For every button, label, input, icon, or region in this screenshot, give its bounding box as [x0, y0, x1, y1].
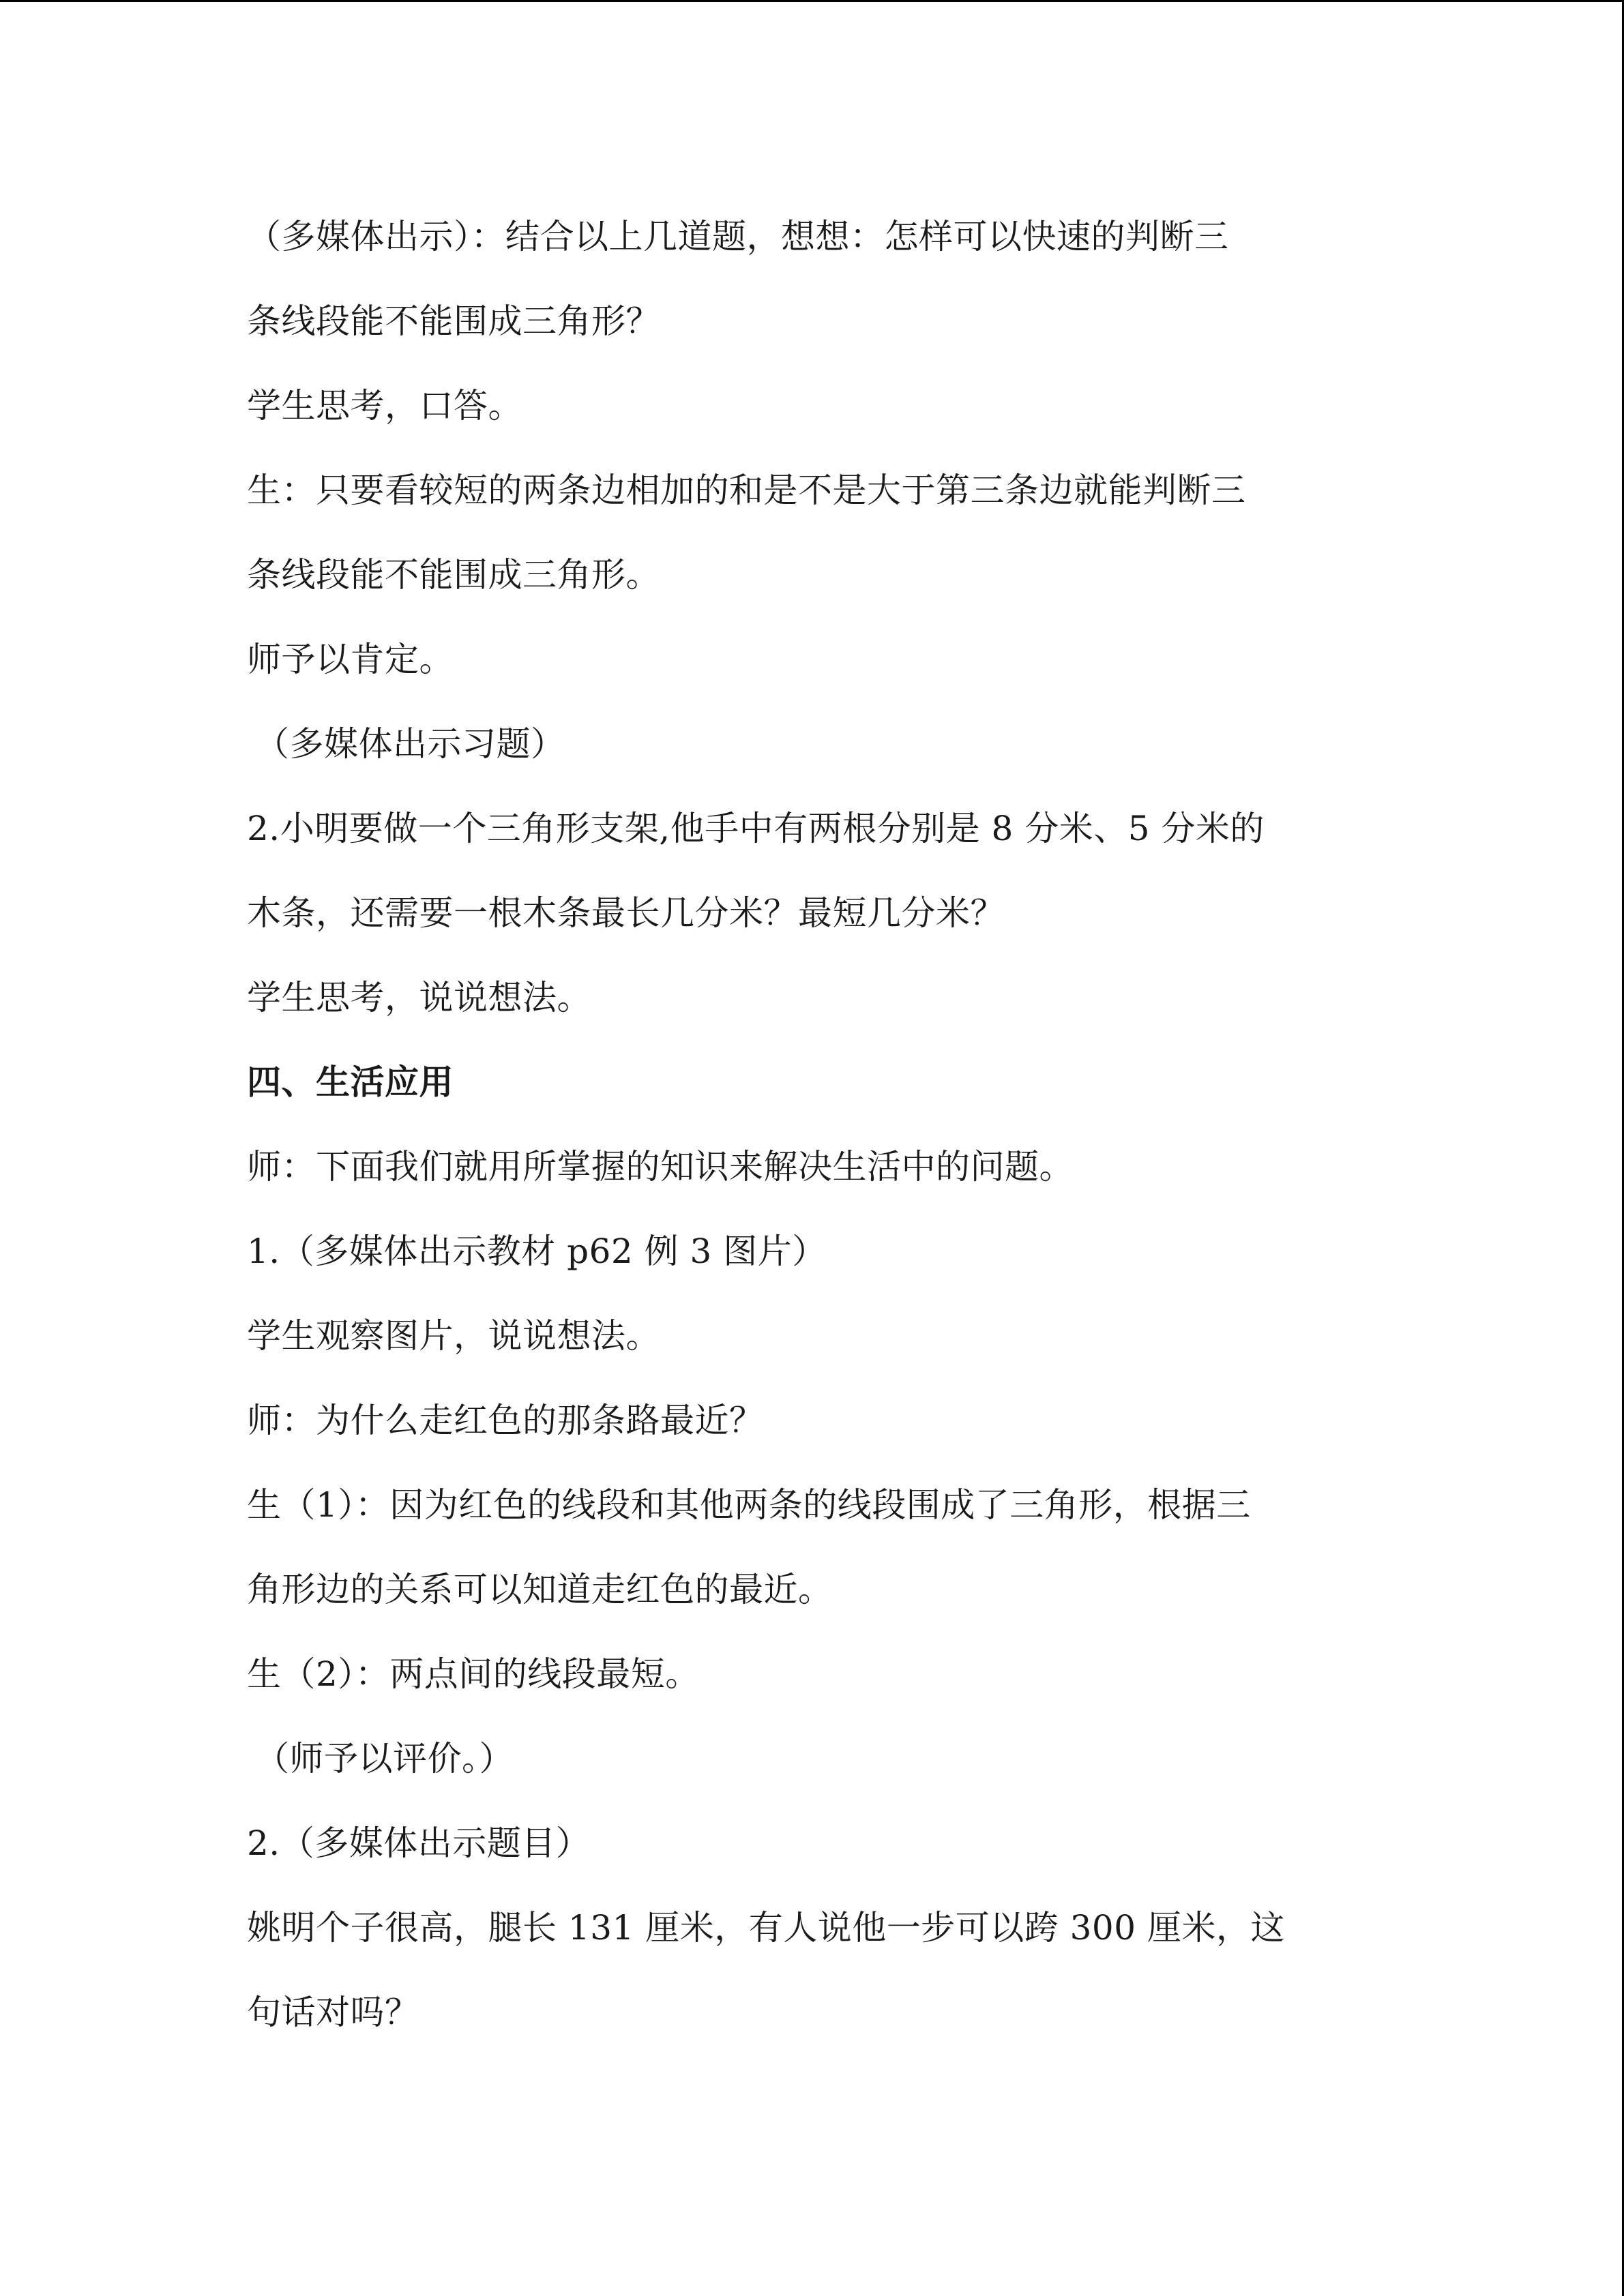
text-line: 生（1）：因为红色的线段和其他两条的线段围成了三角形，根据三 — [247, 1485, 1251, 1525]
text-line: 学生观察图片，说说想法。 — [247, 1316, 660, 1356]
text-line: 1.（多媒体出示教材 p62 例 3 图片） — [247, 1232, 827, 1271]
text-line: 角形边的关系可以知道走红色的最近。 — [247, 1570, 833, 1609]
page-border-top — [0, 0, 1624, 2]
text-line: 木条，还需要一根木条最长几分米？最短几分米？ — [247, 893, 1005, 933]
text-line: 句话对吗？ — [247, 1993, 419, 2032]
text-line: （多媒体出示）：结合以上几道题，想想：怎样可以快速的判断三 — [247, 217, 1229, 256]
text-line: 师予以肯定。 — [247, 640, 454, 679]
text-line: 生：只要看较短的两条边相加的和是不是大于第三条边就能判断三 — [247, 471, 1246, 510]
text-line: 2.（多媒体出示题目） — [247, 1823, 591, 1863]
text-line: 学生思考，说说想法。 — [247, 978, 591, 1017]
document-body — [247, 194, 1379, 2055]
text-line: 条线段能不能围成三角形。 — [247, 555, 660, 595]
section-heading: 四、生活应用 — [247, 1062, 454, 1102]
text-line: 师：下面我们就用所掌握的知识来解决生活中的问题。 — [247, 1147, 1074, 1187]
text-line: 2.小明要做一个三角形支架,他手中有两根分别是 8 分米、5 分米的 — [247, 809, 1265, 848]
text-line: 姚明个子很高，腿长 131 厘米，有人说他一步可以跨 300 厘米，这 — [247, 1908, 1285, 1948]
text-line: 条线段能不能围成三角形？ — [247, 301, 660, 341]
text-line: 师：为什么走红色的那条路最近？ — [247, 1401, 764, 1440]
text-line: （师予以评价。） — [255, 1739, 514, 1778]
text-line: 生（2）：两点间的线段最短。 — [247, 1654, 700, 1694]
text-line: （多媒体出示习题） — [255, 724, 565, 764]
text-line: 学生思考，口答。 — [247, 386, 522, 426]
